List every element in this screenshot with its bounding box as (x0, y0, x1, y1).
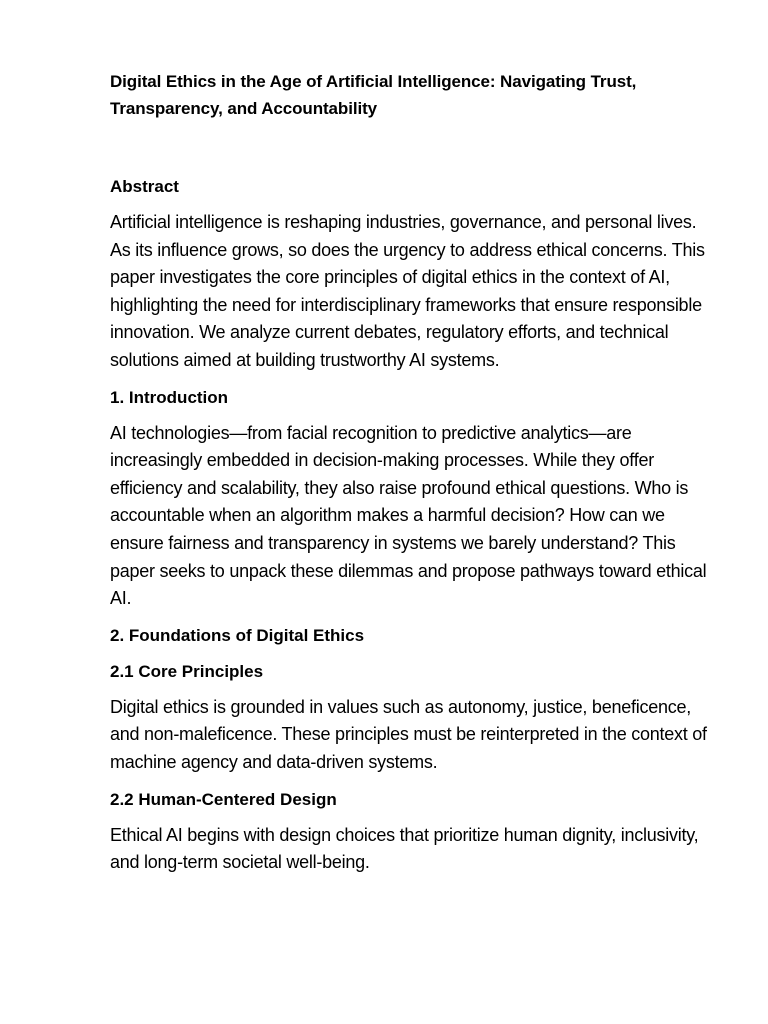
section-heading-introduction: 1. Introduction (110, 387, 229, 407)
section-heading-human-centered-design: 2.2 Human-Centered Design (110, 789, 337, 809)
abstract-heading: Abstract (110, 177, 179, 196)
introduction-paragraph: AI technologies—from facial recognition to predictive analytics—are increasingly embedded in decision-making processes. While they offer efficiency and scalability, they also raise profound ethical questions. Who is accountable when an algorithm makes a harmful decision? How can we ensure fairness and transparency in systems we barely understand? This paper seeks to unpack these dilemmas and propose pathways toward ethical AI. (110, 422, 707, 609)
core-principles-paragraph: Digital ethics is grounded in values such as autonomy, justice, beneficence, and non-maleficence. These principles must be reinterpreted in the context of machine agency and data-driven systems. (110, 696, 707, 772)
section-heading-core-principles: 2.1 Core Principles (110, 661, 264, 681)
document-content (110, 68, 718, 877)
abstract-paragraph: Artificial intelligence is reshaping industries, governance, and personal lives. As its influence grows, so does the urgency to address ethical concerns. This paper investigates the core principles of digital ethics in the context of AI, highlighting the need for interdisciplinary frameworks that ensure responsible innovation. We analyze current debates, regulatory efforts, and technical solutions aimed at building trustworthy AI systems. (110, 212, 705, 370)
human-centered-design-paragraph: Ethical AI begins with design choices that prioritize human dignity, inclusivity, and long-term societal well-being. (110, 824, 699, 873)
document-title: Digital Ethics in the Age of Artificial Intelligence: Navigating Trust, Transparency, and Accountability (110, 72, 637, 118)
section-heading-foundations: 2. Foundations of Digital Ethics (110, 625, 365, 645)
